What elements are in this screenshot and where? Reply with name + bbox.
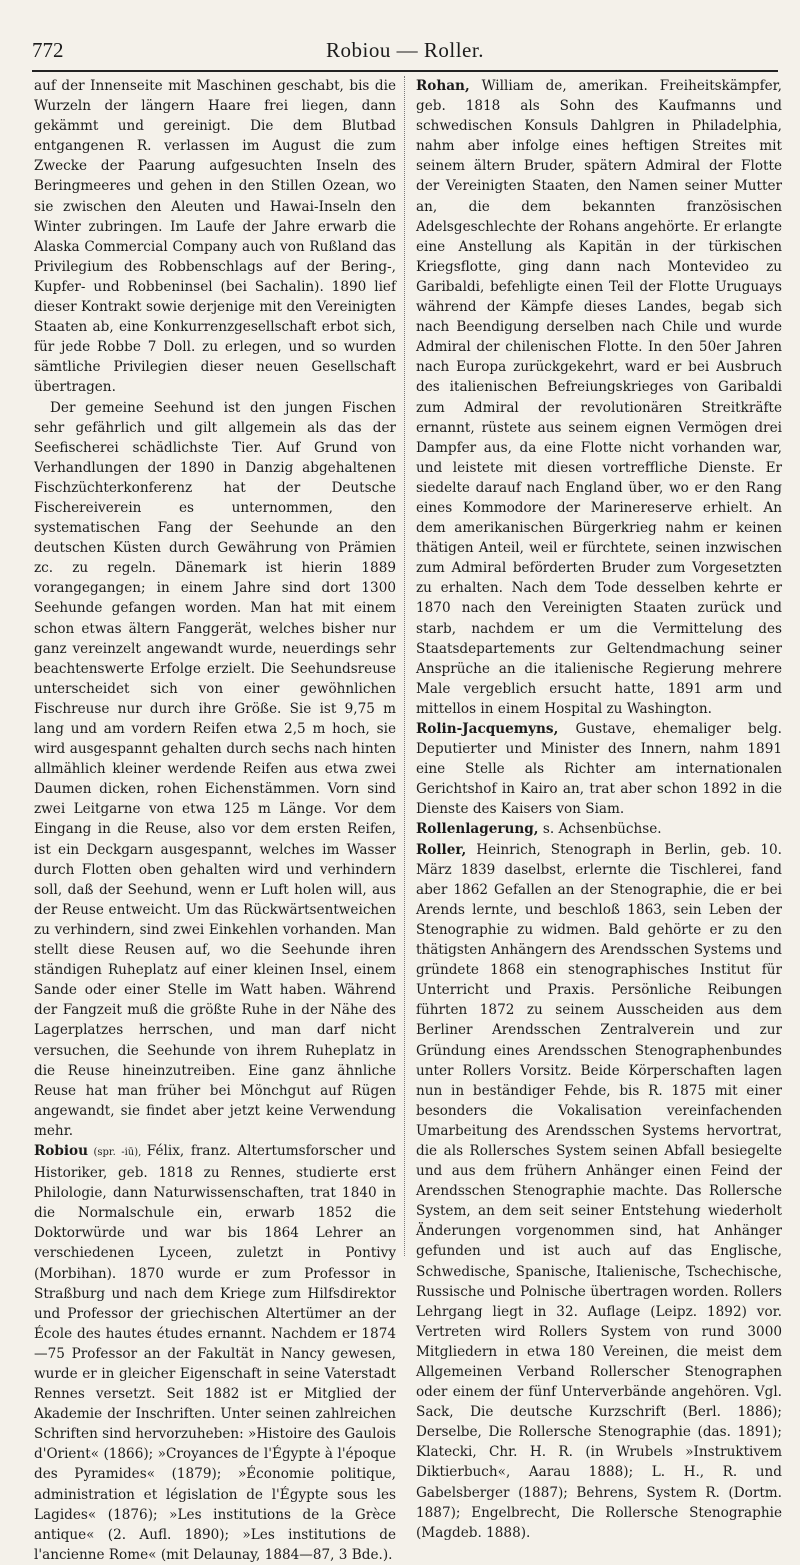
headword-rolin-jacquemyns: Rolin-Jacquemyns, bbox=[416, 721, 559, 737]
entry-rohan bbox=[416, 76, 782, 719]
header-rule bbox=[32, 70, 778, 72]
page-header bbox=[32, 38, 778, 68]
right-column bbox=[416, 76, 782, 1541]
entry-rollenlagerung bbox=[416, 819, 782, 839]
column-divider bbox=[404, 76, 405, 1256]
headword-rohan: Rohan, bbox=[416, 78, 470, 94]
entry-rolin-text: Gustave, ehemaliger belg. Deputierter und Minister des Innern, nahm 1891 eine Stelle als Richter am internationalen Gerichtshof in Kairo an, trat aber schon 1892 in die Dienste des Kaisers von Siam. bbox=[416, 721, 782, 818]
paragraph-robben-continued: auf der Innenseite mit Maschinen geschabt, bis die Wurzeln der längern Haare frei liegen, dann gekämmt und gereinigt. Die dem Blutbad entgangenen R. verlassen im August die zum Zwecke der Paarung aufgesuchten Inseln des Beringmeeres und gehen in den Stillen Ozean, wo sie zwischen den Aleuten und Hawai-Inseln den Winter zubringen. Im Laufe der Jahre erwarb die Alaska Commercial Company auch von Rußland das Privilegium des Robbenschlags auf der Bering-, Kupfer- und Robbeninsel (bei Sachalin). 1890 lief dieser Kontrakt sowie derjenige mit den Vereinigten Staaten ab, eine Konkurrenzgesellschaft erbot sich, für jede Robbe 7 Doll. zu erlegen, und so wurden sämtliche Privilegien dieser neuen Gesellschaft übertragen. bbox=[34, 78, 396, 396]
running-head: Robiou — Roller. bbox=[326, 38, 484, 62]
headword-rollenlagerung: Rollenlagerung, bbox=[416, 821, 539, 838]
headword-robiou: Robiou bbox=[34, 1142, 88, 1159]
page-number: 772 bbox=[32, 38, 64, 62]
pronunciation-robiou: (spr. -iū), bbox=[87, 1146, 147, 1158]
left-column bbox=[34, 76, 396, 1563]
headword-roller: Roller, bbox=[416, 841, 467, 858]
entry-rollenlagerung-text: s. Achsenbüchse. bbox=[538, 821, 662, 838]
entry-rohan-text: William de, amerikan. Freiheitskämpfer, geb. 1818 als Sohn des Kaufmanns und schwedischen Konsuls Dahlgren in Philadelphia, nahm aber infolge eines heftigen Streites mit seinem ältern Bruder, spätern Admiral der Flotte der Vereinigten Staaten, den Namen seiner Mutter an, die dem bekannten französischen Adelsgeschlechte der Rohans angehörte. Er erlangte eine Anstellung als Kapitän in der türkischen Kriegsflotte, ging dann nach Montevideo zu Garibaldi, befehligte einen Teil der Flotte Uruguays während der Kämpfe dieses Landes, begab sich nach Beendigung derselben nach Chile und wurde Admiral der chilenischen Flotte. In den 50er Jahren nach Europa zurückgekehrt, ward er bei Ausbruch des italienischen Befreiungskrieges von Garibaldi zum Admiral der revolutionären Streitkräfte ernannt, rüstete aus seinem eignen Vermögen drei Dampfer aus, da eine Flotte nicht vorhanden war, und leistete mit diesen vortreffliche Dienste. Er siedelte darauf nach England über, wo er den Rang eines Kommodore der Marinereserve erhielt. An dem amerikanischen Bürgerkrieg nahm er keinen thätigen Anteil, weil er fürchtete, seinen inzwischen zum Admiral beförderten Bruder zum Vorgesetzten zu erhalten. Nach dem Tode desselben kehrte er 1870 nach den Vereinigten Staaten zurück und starb, nachdem er um die Vermittelung des Staatsdepartements zur Geltendmachung seiner Ansprüche an die italienische Regierung mehrere Male vergeblich ersucht hatte, 1891 arm und mittellos in einem Hospital zu Washington. bbox=[416, 78, 782, 717]
entry-rolin-jacquemyns bbox=[416, 719, 782, 819]
entry-roller bbox=[416, 840, 782, 1543]
entry-roller-text: Heinrich, Stenograph in Berlin, geb. 10. März 1839 daselbst, erlernte die Tischlerei, fand aber 1862 Gefallen an der Stenographie, die er bei Arends lernte, und beschloß 1863, sein Leben der Stenographie zu widmen. Bald gehörte er zu den thätigsten Anhängern des Arendsschen Systems und gründete 1868 ein stenographisches Institut für Unterricht und Praxis. Persönliche Reibungen führten 1872 zu seinem Ausscheiden aus dem Berliner Arendsschen Zentralverein und zur Gründung eines Arendsschen Stenographenbundes unter Rollers Vorsitz. Beide Körperschaften lagen nun in beständiger Fehde, bis R. 1875 mit einer besonders die Vokalisation vereinfachenden Umarbeitung des Arendsschen Systems hervortrat, die als Rollersches System seinen Abfall besiegelte und aus dem frühern Anhänger einen Feind der Arendsschen Stenographie machte. Das Rollersche System, an dem seit seiner Entstehung wiederholt Änderungen vorgenommen sind, hat Anhänger gefunden und ist auch auf das Englische, Schwedische, Spanische, Italienische, Tschechische, Russische und Polnische übertragen worden. Rollers Lehrgang liegt in 32. Auflage (Leipz. 1892) vor. Vertreten wird Rollers System von rund 3000 Mitgliedern in etwa 180 Vereinen, die meist dem Allgemeinen Verband Rollerscher Stenographen oder einem der fünf Unterverbände angehören. Vgl. Sack, Die deutsche Kurzschrift (Berl. 1886); Derselbe, Die Rollersche Stenographie (das. 1891); Klatecki, Chr. H. R. (in Wrubels »Instruktivem Diktierbuch«, Aarau 1888); L. H., R. und Gabelsberger (1887); Behrens, System R. (Dortm. 1887); Engelbrecht, Die Rollersche Stenographie (Magdeb. 1888). bbox=[416, 841, 782, 1541]
entry-robiou bbox=[34, 1141, 396, 1565]
entry-robiou-text: Félix, franz. Altertumsforscher und Historiker, geb. 1818 zu Rennes, studierte erst Philologie, dann Naturwissenschaften, trat 1840 in die Normalschule ein, erwarb 1852 die Doktorwürde und war bis 1864 Lehrer an verschiedenen Lyceen, zuletzt in Pontivy (Morbihan). 1870 wurde er zum Professor in Straßburg und nach dem Kriege zum Hilfsdirektor und Professor der griechischen Altertümer an der École des hautes études ernannt. Nachdem er 1874—75 Professor an der Fakultät in Nancy gewesen, wurde er in gleicher Eigenschaft in seine Vaterstadt Rennes versetzt. Seit 1882 ist er Mitglied der Akademie der Inschriften. Unter seinen zahlreichen Schriften sind hervorzuheben: »Histoire des Gaulois d'Orient« (1866); »Croyances de l'Égypte à l'époque des Pyramides« (1879); »Économie politique, administration et législation de l'Égypte sous les Lagides« (1876); »Les institutions de la Grèce antique« (2. Aufl. 1890); »Les institutions de l'ancienne Rome« (mit Delaunay, 1884—87, 3 Bde.). bbox=[34, 1142, 396, 1563]
paragraph-seehund: Der gemeine Seehund ist den jungen Fischen sehr gefährlich und gilt allgemein als das der Seefischerei schädlichste Tier. Auf Grund von Verhandlungen der 1890 in Danzig abgehaltenen Fischzüchterkonferenz hat der Deutsche Fischereiverein es unternommen, den systematischen Fang der Seehunde an den deutschen Küsten durch Gewährung von Prämien zc. zu regeln. Dänemark ist hierin 1889 vorangegangen; in einem Jahre sind dort 1300 Seehunde gefangen worden. Man hat mit einem schon etwas ältern Fanggerät, welches bisher nur ganz vereinzelt angewandt wurde, neuerdings sehr beachtenswerte Erfolge erzielt. Die Seehundsreuse unterscheidet sich von einer gewöhnlichen Fischreuse nur durch ihre Größe. Sie ist 9,75 m lang und am vordern Reifen etwa 2,5 m hoch, sie wird ausgespannt gehalten durch sechs nach hinten allmählich kleiner werdende Reifen aus etwa zwei Daumen dicken, rohen Eichenstämmen. Vorn sind zwei Leitgarne von etwa 125 m Länge. Vor dem Eingang in die Reuse, also vor dem ersten Reifen, ist ein Deckgarn ausgespannt, welches im Wasser durch Flotten oben gehalten wird und verhindern soll, daß der Seehund, wenn er Luft holen will, aus der Reuse entweicht. Um das Rückwärtsentweichen zu verhindern, sind zwei Einkehlen vorhanden. Man stellt diese Reusen auf, wo die Seehunde ihren ständigen Ruheplatz auf einer kleinen Insel, einem Sande oder einer Stelle im Watt haben. Während der Fangzeit muß die größte Ruhe in der Nähe des Lagerplatzes herrschen, und man darf nicht versuchen, die Seehunde von ihrem Ruheplatz in die Reuse hineinzutreiben. Eine ganz ähnliche Reuse hat man früher bei Mönchgut auf Rügen angewandt, sie findet aber jetzt keine Verwendung mehr. bbox=[34, 399, 396, 1139]
